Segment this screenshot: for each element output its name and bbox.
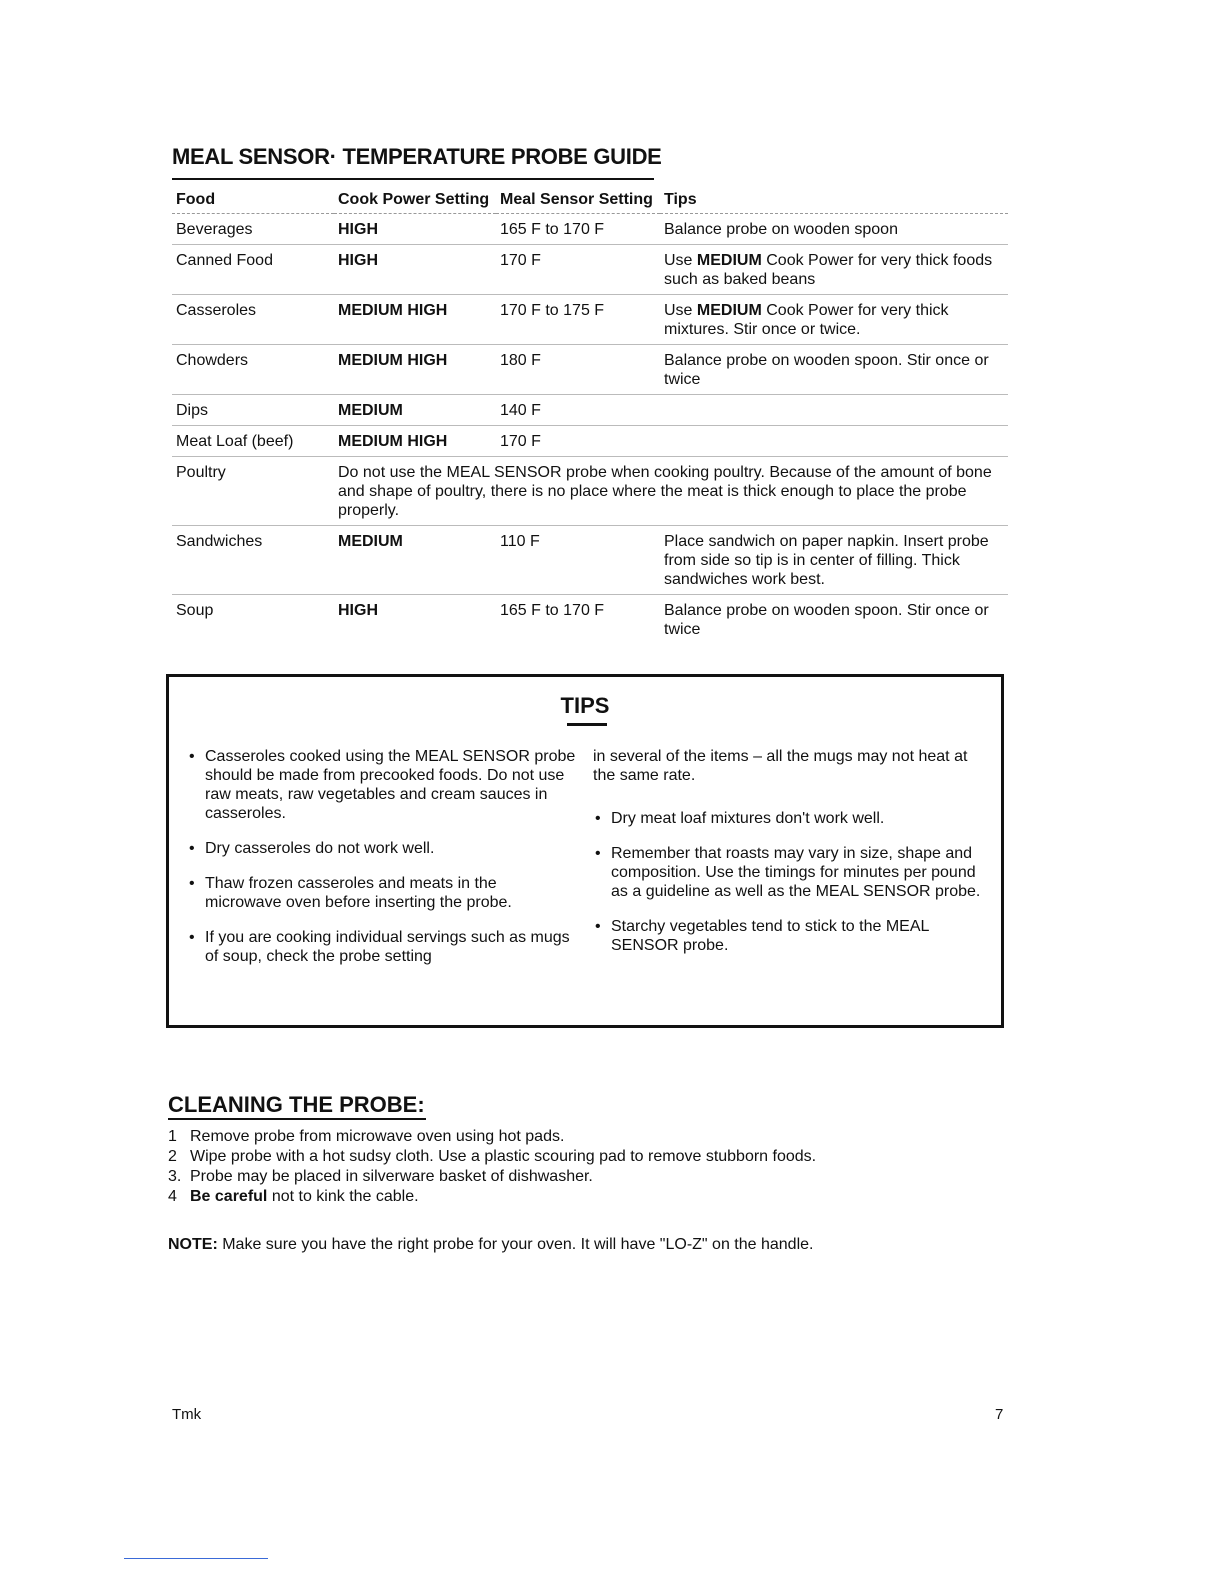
tips-text: Cook Power for very thick foods such as baked beans	[664, 252, 993, 288]
meal-sensor-cell: 170 F	[500, 433, 541, 450]
tips-cell: Balance probe on wooden spoon	[664, 221, 898, 238]
tip-text: Remember that roasts may vary in size, shape and composition. Use the timings for minutes per pound as a guideline as well as the MEAL SENSOR probe.	[611, 845, 981, 900]
cook-power-cell: MEDIUM HIGH	[338, 433, 448, 450]
meal-sensor-cell: 170 F	[500, 252, 541, 269]
food-cell: Beverages	[176, 221, 253, 238]
tips-text: Use	[664, 302, 697, 319]
tip-text: If you are cooking individual servings such as mugs of soup, check the probe setting	[205, 929, 570, 965]
cook-power-cell: MEDIUM	[338, 402, 403, 419]
page-title: MEAL SENSOR· TEMPERATURE PROBE GUIDE	[172, 144, 662, 169]
table-row	[172, 426, 1008, 457]
tip-item	[593, 917, 983, 955]
tips-title-underline	[567, 723, 607, 726]
tip-text: Casseroles cooked using the MEAL SENSOR probe should be made from precooked foods. Do not use raw meats, raw vegetables and cream sauces in casseroles.	[205, 748, 576, 822]
tip-text: Thaw frozen casseroles and meats in the microwave oven before inserting the probe.	[205, 875, 512, 911]
step-text: Probe may be placed in silverware basket of dishwasher.	[190, 1168, 593, 1185]
cook-power-cell: HIGH	[338, 221, 378, 238]
table-row	[172, 457, 1008, 526]
note	[168, 1236, 1068, 1254]
list-item	[168, 1168, 928, 1186]
bullet-icon: •	[595, 918, 601, 935]
tip-item	[187, 928, 577, 966]
food-cell: Meat Loaf (beef)	[176, 433, 294, 450]
tip-item	[187, 839, 577, 858]
tips-cell	[660, 295, 1008, 345]
list-item	[168, 1188, 928, 1206]
tips-right-column	[593, 747, 983, 971]
cook-power-cell: MEDIUM	[338, 533, 403, 550]
tip-text: Starchy vegetables tend to stick to the MEAL SENSOR probe.	[611, 918, 929, 954]
tips-cell	[660, 426, 1008, 457]
bullet-icon: •	[189, 840, 195, 857]
table-row	[172, 214, 1008, 245]
step-number: 2	[168, 1148, 177, 1165]
tip-continuation: in several of the items – all the mugs may not heat at the same rate.	[593, 748, 968, 784]
cook-power-cell: HIGH	[338, 602, 378, 619]
tip-item	[187, 874, 577, 912]
title-underline	[172, 178, 654, 180]
note-label: NOTE:	[168, 1236, 218, 1253]
tips-cell: Balance probe on wooden spoon. Stir once or twice	[664, 352, 989, 388]
tip-item	[593, 809, 983, 828]
meal-sensor-cell: 165 F to 170 F	[500, 602, 605, 619]
food-cell: Dips	[176, 402, 209, 419]
tip-text: Dry casseroles do not work well.	[205, 840, 435, 857]
food-cell: Canned Food	[176, 252, 273, 269]
meal-sensor-cell: 170 F to 175 F	[500, 302, 605, 319]
table-row	[172, 395, 1008, 426]
tips-bold: MEDIUM	[696, 252, 762, 269]
bullet-icon: •	[189, 748, 195, 765]
tips-cell: Balance probe on wooden spoon. Stir once or twice	[664, 602, 989, 638]
tips-cell	[660, 395, 1008, 426]
food-cell: Sandwiches	[176, 533, 263, 550]
table-row	[172, 245, 1008, 295]
food-cell: Casseroles	[176, 302, 257, 319]
tips-cell	[660, 245, 1008, 295]
header-cook-power: Cook Power Setting	[334, 184, 496, 214]
poultry-warning-cell: Do not use the MEAL SENSOR probe when cooking poultry. Because of the amount of bone and shape of poultry, there is no place where the meat is thick enough to place the probe properly.	[338, 464, 992, 519]
header-meal-sensor: Meal Sensor Setting	[496, 184, 660, 214]
tip-text: Dry meat loaf mixtures don't work well.	[611, 810, 885, 827]
table-header-row	[172, 184, 1008, 214]
meal-sensor-cell: 110 F	[500, 533, 540, 550]
meal-sensor-cell: 165 F to 170 F	[500, 221, 605, 238]
bullet-icon: •	[595, 845, 601, 862]
bullet-icon: •	[189, 929, 195, 946]
food-cell: Chowders	[176, 352, 249, 369]
table-row	[172, 595, 1008, 645]
step-number: 1	[168, 1128, 177, 1145]
footer-mark: Tmk	[172, 1406, 202, 1423]
meal-sensor-cell: 140 F	[500, 402, 541, 419]
tips-box	[166, 674, 1004, 1028]
step-bold: Be careful	[190, 1188, 268, 1205]
step-text: not to kink the cable.	[267, 1188, 419, 1205]
note-text: Make sure you have the right probe for your oven. It will have "LO-Z" on the handle.	[217, 1236, 814, 1253]
cleaning-steps	[168, 1128, 928, 1208]
tip-item	[187, 747, 577, 823]
tips-cell: Place sandwich on paper napkin. Insert probe from side so tip is in center of filling. Thick sandwiches work best.	[664, 533, 989, 588]
cook-power-cell: MEDIUM HIGH	[338, 302, 448, 319]
cook-power-cell: HIGH	[338, 252, 378, 269]
bullet-icon: •	[595, 810, 601, 827]
bullet-icon: •	[189, 875, 195, 892]
step-text: Wipe probe with a hot sudsy cloth. Use a plastic scouring pad to remove stubborn foods.	[190, 1148, 817, 1165]
cleaning-title: CLEANING THE PROBE:	[168, 1092, 425, 1117]
table-row	[172, 526, 1008, 595]
page-number: 7	[995, 1406, 1004, 1423]
tip-item	[593, 844, 983, 901]
tips-bold: MEDIUM	[696, 302, 762, 319]
list-item	[168, 1148, 928, 1166]
meal-sensor-cell: 180 F	[500, 352, 541, 369]
step-number: 4	[168, 1188, 177, 1205]
cook-power-cell: MEDIUM HIGH	[338, 352, 448, 369]
food-cell: Poultry	[176, 464, 226, 481]
table-row	[172, 345, 1008, 395]
tips-text: Use	[664, 252, 697, 269]
step-number: 3.	[168, 1168, 182, 1185]
list-item	[168, 1128, 928, 1146]
step-text: Remove probe from microwave oven using hot pads.	[190, 1128, 565, 1145]
header-tips: Tips	[660, 184, 1008, 214]
cleaning-title-underline	[168, 1118, 426, 1120]
header-food: Food	[172, 184, 334, 214]
tips-title: TIPS	[560, 693, 610, 718]
food-cell: Soup	[176, 602, 214, 619]
bottom-rule	[124, 1558, 268, 1559]
tips-text: Cook Power for very thick mixtures. Stir once or twice.	[664, 302, 949, 338]
probe-guide-table	[172, 184, 1008, 644]
tips-left-column	[187, 747, 577, 982]
table-row	[172, 295, 1008, 345]
